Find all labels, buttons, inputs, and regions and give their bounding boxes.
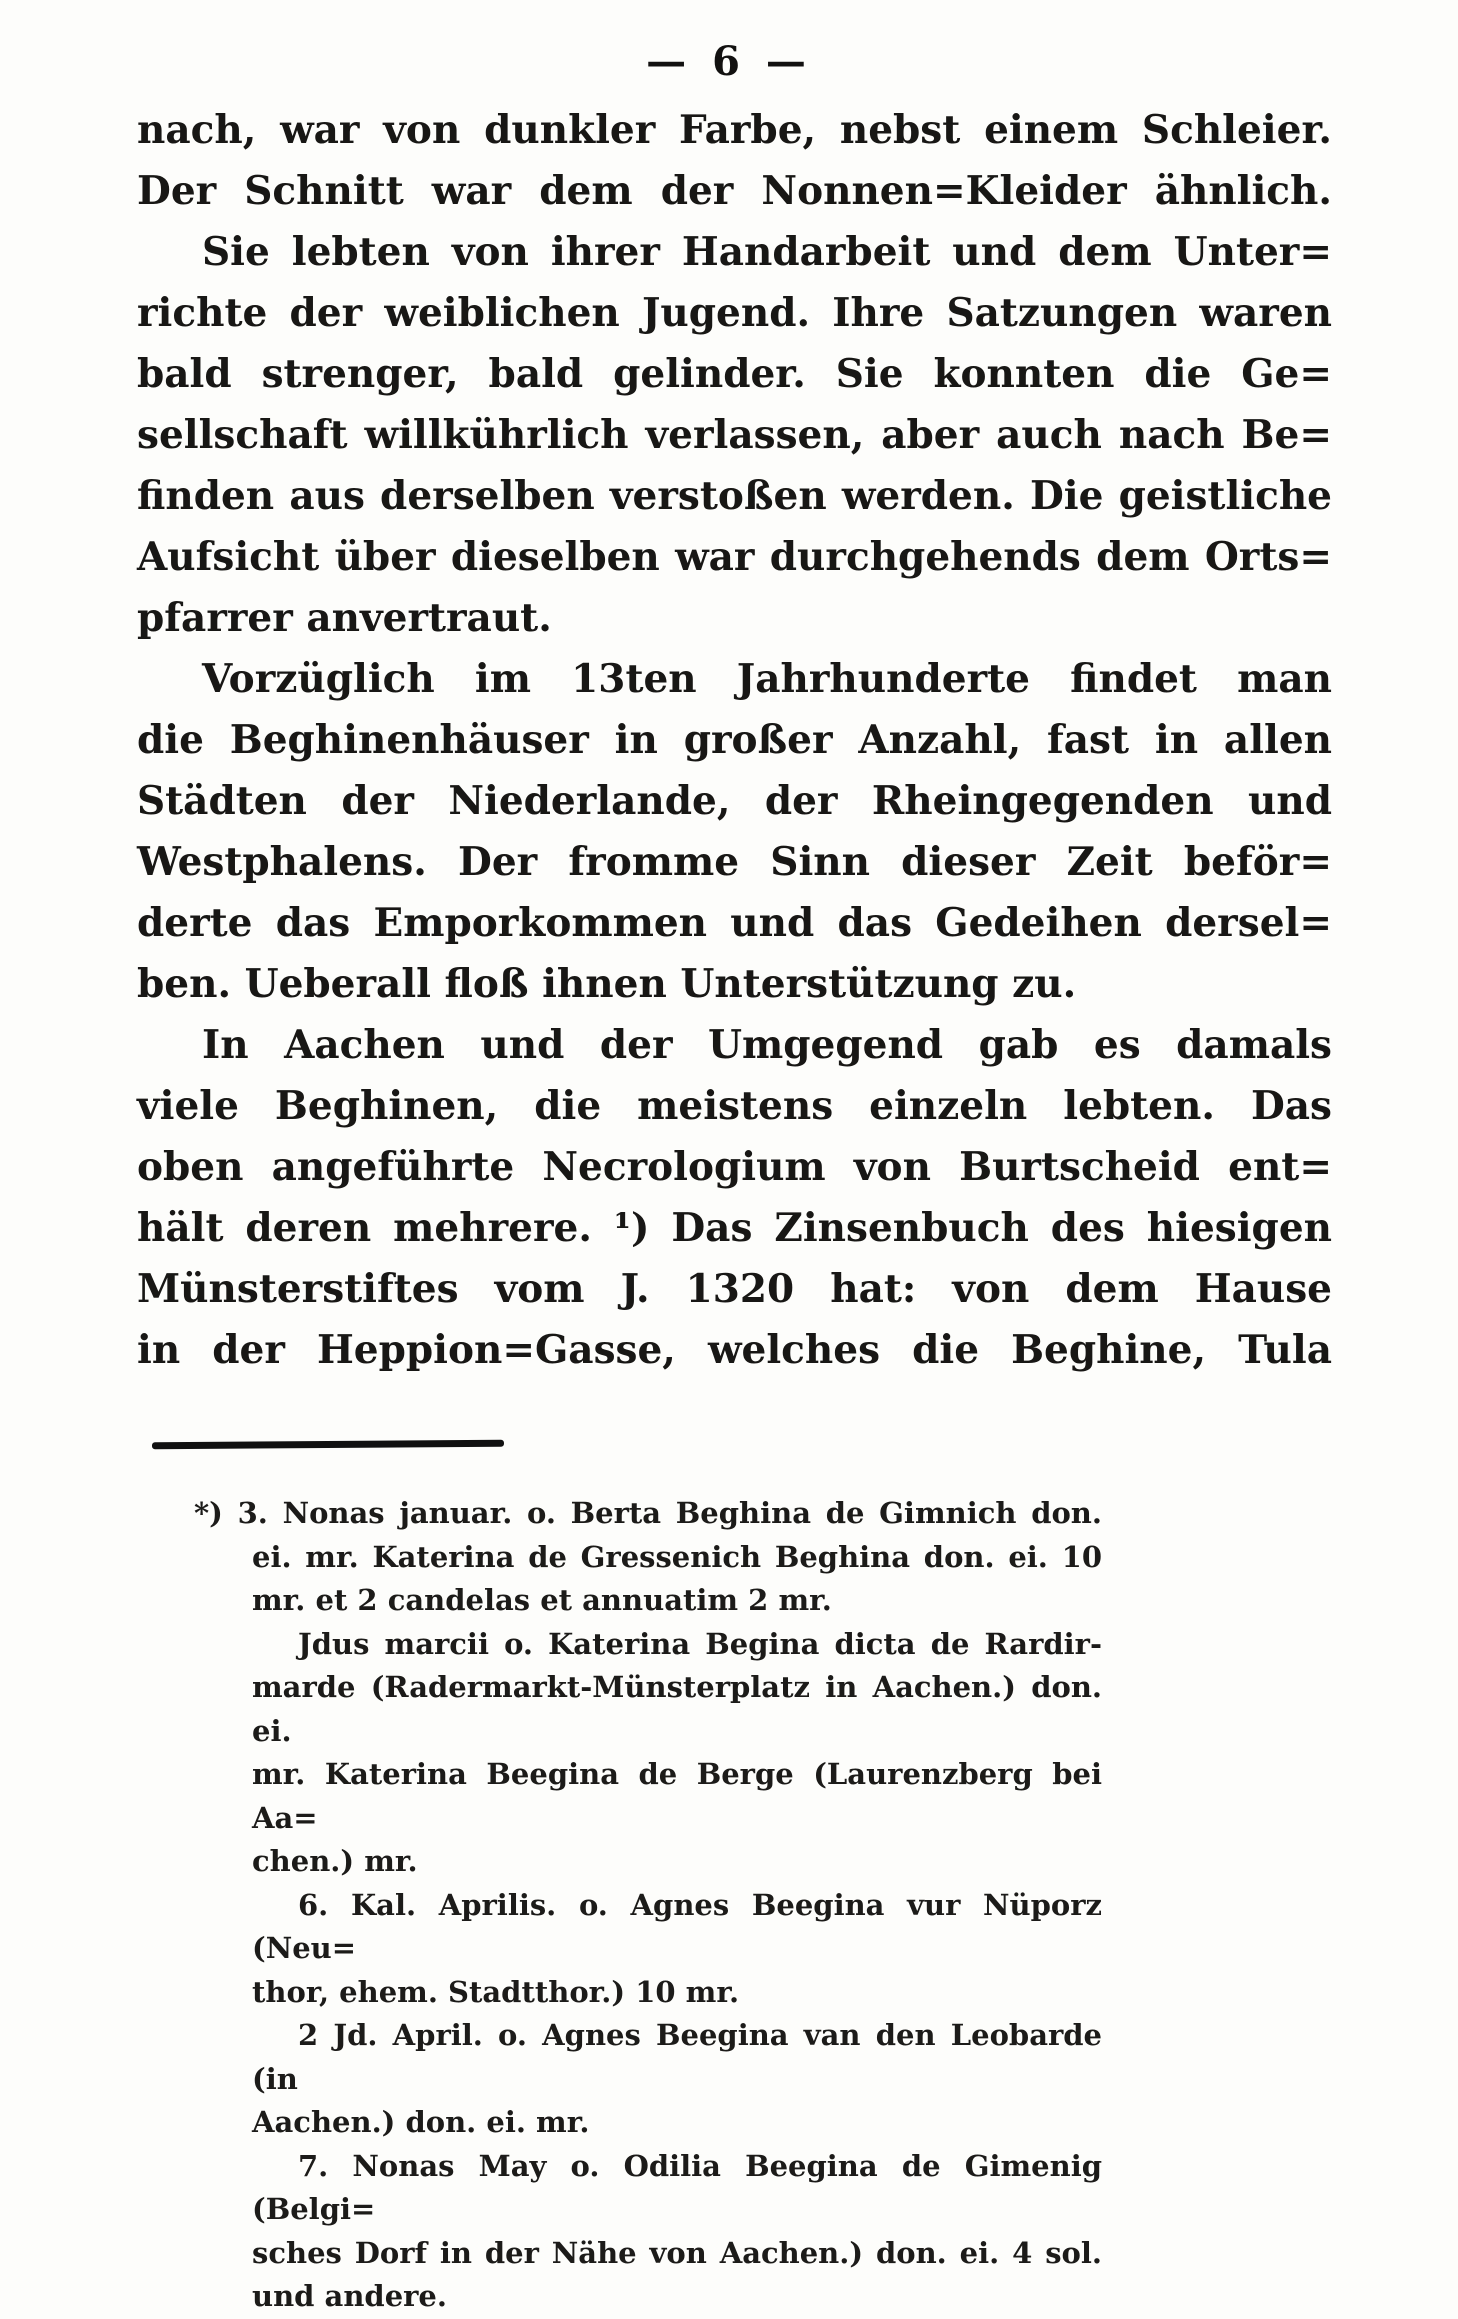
text-line: finden aus derselben verstoßen werden. Die geistliche [137,473,1332,519]
text-line: chen.) mr. [252,1844,418,1878]
text-line: mr. et 2 candelas et annuatim 2 mr. [252,1583,832,1617]
text-line: Aufsicht über dieselben war durchgehends dem Orts= [137,534,1332,580]
text-line: 7. Nonas May o. Odilia Beegina de Gimenig (Belgi= [252,2148,1102,2226]
text-line: bald strenger, bald gelinder. Sie konnten die Ge= [137,351,1332,397]
text-line: Aachen.) don. ei. mr. [252,2105,590,2139]
text-line: marde (Radermarkt-Münsterplatz in Aachen.) don. ei. [252,1670,1102,1748]
text-line: 6. Kal. Aprilis. o. Agnes Beegina vur Nüporz (Neu= [252,1887,1102,1965]
text-line: nach, war von dunkler Farbe, nebst einem Schleier. [137,107,1332,153]
text-line: Westphalens. Der fromme Sinn dieser Zeit beför= [137,839,1332,885]
paragraph [137,100,1332,222]
text-line: Der Schnitt war dem der Nonnen=Kleider ähnlich. [137,168,1332,214]
text-line: mr. Katerina Beegina de Berge (Laurenzberg bei Aa= [252,1757,1102,1835]
text-line: richte der weiblichen Jugend. Ihre Satzungen waren [137,290,1332,336]
text-line: *) 3. Nonas januar. o. Berta Beghina de Gimnich don. [194,1496,1102,1530]
text-line: die Beghinenhäuser in großer Anzahl, fast in allen [137,717,1332,763]
text-line: hält deren mehrere. ¹) Das Zinsenbuch des hiesigen [137,1205,1332,1251]
text-line: Sie lebten von ihrer Handarbeit und dem Unter= [202,229,1332,275]
text-line: sches Dorf in der Nähe von Aachen.) don. ei. 4 sol. [252,2235,1102,2270]
page-number: — 6 — [646,38,812,85]
footnote-separator-rule [152,1440,504,1449]
main-text [137,100,1332,1381]
footnote [194,1492,1102,2319]
paragraph [137,222,1332,649]
text-line: Städten der Niederlande, der Rheingegenden und [137,778,1332,824]
text-line: Vorzüglich im 13ten Jahrhunderte findet man [202,656,1332,702]
paragraph [137,1015,1332,1381]
text-line: in der Heppion=Gasse, welches die Beghine, Tula [137,1327,1332,1373]
text-line: sellschaft willkührlich verlassen, aber auch nach Be= [137,412,1332,458]
text-line: In Aachen und der Umgegend gab es damals [202,1022,1332,1068]
text-line: ei. mr. Katerina de Gressenich Beghina don. ei. 10 [252,1539,1102,1574]
text-line: pfarrer anvertraut. [137,595,552,641]
text-line: Münsterstiftes vom J. 1320 hat: von dem Hause [137,1266,1332,1312]
text-line: Jdus marcii o. Katerina Begina dicta de Rardir- [298,1626,1102,1661]
text-line: oben angeführte Necrologium von Burtscheid ent= [137,1144,1332,1190]
text-line: und andere. [252,2279,447,2313]
text-line: thor, ehem. Stadtthor.) 10 mr. [252,1974,740,2009]
text-line: ben. Ueberall floß ihnen Unterstützung zu. [137,961,1077,1007]
text-line: derte das Emporkommen und das Gedeihen dersel= [137,900,1332,946]
text-line: 2 Jd. April. o. Agnes Beegina van den Leobarde (in [252,2018,1102,2096]
paragraph [137,649,1332,1015]
text-line: viele Beghinen, die meistens einzeln lebten. Das [137,1083,1332,1129]
